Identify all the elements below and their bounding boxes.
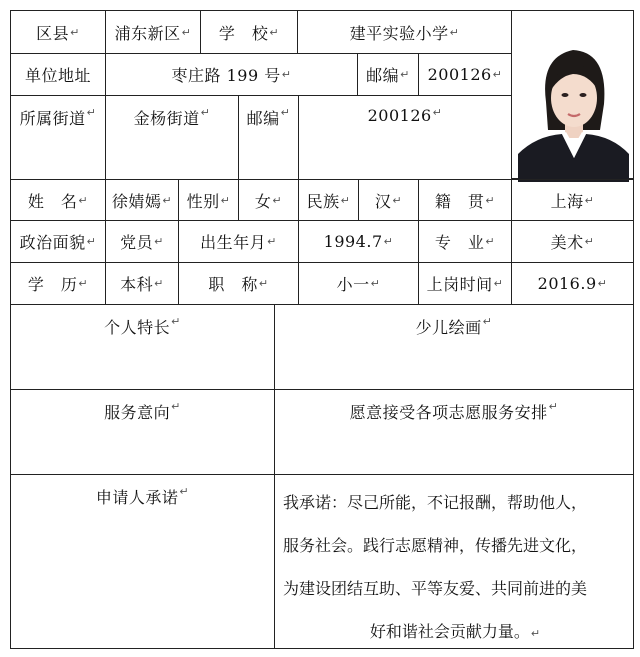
paragraph-mark-icon: ↵ [392, 193, 403, 207]
school-label-cell [200, 10, 298, 54]
paragraph-mark-icon: ↵ [400, 68, 410, 81]
political-status-value-cell [105, 220, 179, 263]
start-date-value-cell [511, 262, 634, 305]
district-label: 区县 [36, 23, 70, 43]
title-value: 小一 [336, 275, 370, 294]
school-value-cell [297, 10, 512, 54]
postcode-2-value: 200126 [367, 106, 432, 125]
district-value-cell [105, 10, 201, 54]
political-status-label-cell [10, 220, 106, 263]
paragraph-mark-icon: ↵ [86, 106, 97, 119]
commitment-label: 申请人承诺 [95, 488, 179, 507]
title-label-cell [178, 262, 299, 305]
paragraph-mark-icon: ↵ [485, 235, 496, 248]
paragraph-mark-icon: ↵ [272, 193, 283, 207]
paragraph-mark-icon: ↵ [154, 277, 164, 290]
paragraph-mark-icon: ↵ [370, 277, 381, 290]
major-value: 美术 [550, 233, 584, 252]
specialty-value-cell [274, 304, 634, 390]
title-label: 职 称 [208, 275, 258, 294]
applicant-photo [518, 32, 629, 182]
paragraph-mark-icon: ↵ [548, 400, 559, 413]
paragraph-mark-icon: ↵ [597, 277, 608, 290]
street-label: 所属街道 [19, 109, 86, 128]
commitment-line-text: 好和谐社会贡献力量。 [369, 622, 530, 641]
paragraph-mark-icon: ↵ [258, 277, 269, 290]
native-place-label-cell [418, 179, 512, 221]
ethnicity-label-cell [298, 179, 359, 221]
paragraph-mark-icon: ↵ [584, 193, 595, 207]
ethnicity-value-cell [358, 179, 419, 221]
paragraph-mark-icon: ↵ [485, 193, 496, 207]
work-address-value: 枣庄路 199 号 [171, 66, 281, 85]
commitment-line: 我承诺：尽己所能，不记报酬，帮助他人， [283, 493, 588, 512]
education-label: 学 历 [27, 275, 78, 294]
paragraph-mark-icon: ↵ [162, 193, 173, 207]
gender-value: 女 [254, 191, 272, 211]
political-status-value: 党员 [120, 233, 154, 252]
specialty-label: 个人特长 [104, 318, 171, 337]
paragraph-mark-icon: ↵ [267, 235, 277, 248]
postcode-label-cell [357, 53, 419, 96]
birth-date-value-cell [298, 220, 419, 263]
street-value: 金杨街道 [133, 109, 200, 128]
street-value-cell [105, 95, 239, 180]
paragraph-mark-icon: ↵ [492, 68, 503, 81]
gender-label-cell [178, 179, 239, 221]
education-label-cell [10, 262, 106, 305]
paragraph-mark-icon: ↵ [200, 106, 211, 119]
district-label-cell [10, 10, 106, 54]
commitment-line: 服务社会。践行志愿精神，传播先进文化， [283, 536, 588, 555]
service-intent-value: 愿意接受各项志愿服务安排 [349, 403, 548, 422]
paragraph-mark-icon: ↵ [86, 235, 97, 248]
postcode-value-cell [418, 53, 512, 96]
native-place-value-cell [511, 179, 634, 221]
paragraph-mark-icon: ↵ [280, 106, 291, 119]
name-value: 徐婧嫣 [111, 191, 162, 211]
name-label: 姓 名 [27, 191, 78, 211]
paragraph-mark-icon: ↵ [78, 193, 89, 207]
paragraph-mark-icon: ↵ [530, 627, 541, 640]
ethnicity-label: 民族 [306, 191, 340, 211]
major-label-cell [418, 220, 512, 263]
paragraph-mark-icon: ↵ [78, 277, 89, 290]
major-value-cell [511, 220, 634, 263]
birth-date-label: 出生年月 [200, 233, 267, 252]
postcode-2-label: 邮编 [246, 109, 280, 128]
gender-value-cell [238, 179, 299, 221]
specialty-label-cell [10, 304, 275, 390]
district-value: 浦东新区 [114, 23, 181, 43]
paragraph-mark-icon: ↵ [171, 315, 181, 328]
work-address-label-cell [10, 53, 106, 96]
work-address-label: 单位地址 [24, 66, 91, 85]
paragraph-mark-icon: ↵ [220, 193, 231, 207]
postcode-2-label-cell [238, 95, 299, 180]
service-intent-label: 服务意向 [104, 403, 171, 422]
title-value-cell [298, 262, 419, 305]
major-label: 专 业 [434, 233, 485, 252]
school-label: 学 校 [218, 23, 269, 43]
postcode-value: 200126 [427, 65, 492, 84]
portrait-image [518, 32, 629, 182]
specialty-value: 少儿绘画 [415, 318, 482, 337]
paragraph-mark-icon: ↵ [432, 106, 443, 119]
photo-cell [511, 10, 634, 179]
education-value-cell [105, 262, 179, 305]
start-date-label-cell [418, 262, 512, 305]
service-intent-label-cell [10, 389, 275, 475]
gender-label: 性别 [186, 191, 220, 211]
birth-date-label-cell [178, 220, 299, 263]
commitment-label-cell [10, 474, 275, 649]
paragraph-mark-icon: ↵ [269, 25, 280, 39]
service-intent-value-cell [274, 389, 634, 475]
school-value: 建平实验小学 [349, 23, 449, 43]
paragraph-mark-icon: ↵ [449, 25, 460, 39]
paragraph-mark-icon: ↵ [179, 485, 190, 498]
name-label-cell [10, 179, 106, 221]
work-address-value-cell [105, 53, 358, 96]
paragraph-mark-icon: ↵ [181, 25, 192, 39]
ethnicity-value: 汉 [374, 191, 392, 211]
paragraph-mark-icon: ↵ [281, 68, 292, 81]
paragraph-mark-icon: ↵ [154, 235, 164, 248]
political-status-label: 政治面貌 [19, 233, 86, 252]
paragraph-mark-icon: ↵ [383, 235, 394, 248]
commitment-line-last [283, 610, 627, 655]
paragraph-mark-icon: ↵ [340, 193, 351, 207]
street-label-cell [10, 95, 106, 180]
paragraph-mark-icon: ↵ [584, 235, 595, 248]
commitment-line: 为建设团结互助、平等友爱、共同前进的美 [283, 579, 588, 598]
education-value: 本科 [120, 275, 154, 294]
paragraph-mark-icon: ↵ [482, 315, 493, 328]
native-place-value: 上海 [550, 191, 584, 211]
postcode-label: 邮编 [366, 66, 400, 85]
start-date-label: 上岗时间 [426, 275, 493, 294]
paragraph-mark-icon: ↵ [171, 400, 181, 413]
commitment-text-cell [274, 474, 634, 649]
postcode-2-value-cell [298, 95, 512, 180]
paragraph-mark-icon: ↵ [70, 25, 80, 39]
birth-date-value: 1994.7 [323, 232, 383, 251]
native-place-label: 籍 贯 [434, 191, 485, 211]
start-date-value: 2016.9 [537, 274, 597, 293]
paragraph-mark-icon: ↵ [493, 277, 504, 290]
name-value-cell [105, 179, 179, 221]
